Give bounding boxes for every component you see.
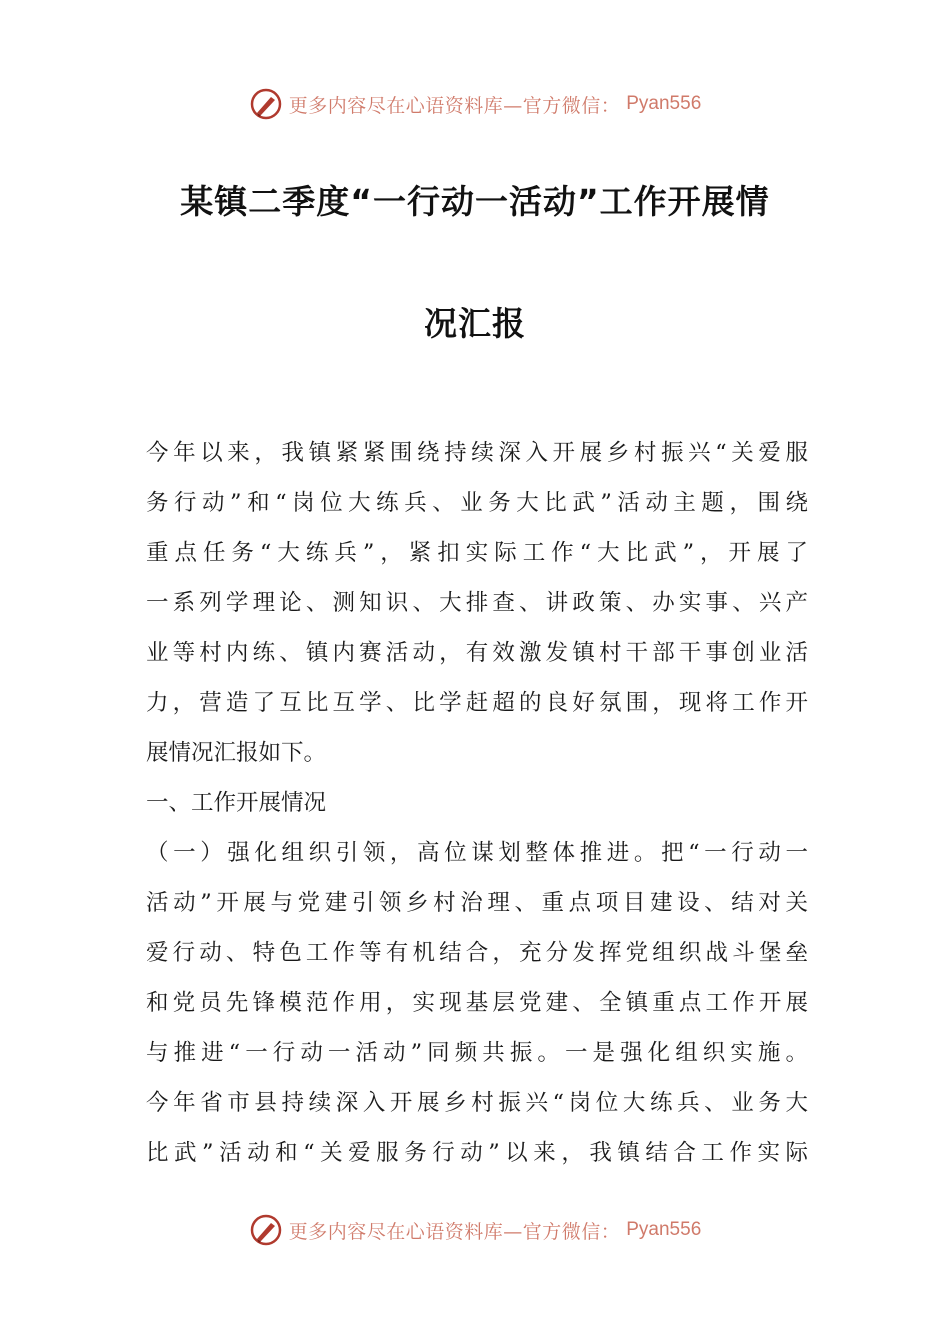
body-line: 活动”开展与党建引领乡村治理、重点项目建设、结对关 bbox=[146, 890, 808, 916]
body-line: 展情况汇报如下。 bbox=[146, 740, 327, 766]
body-line: 和党员先锋模范作用，实现基层党建、全镇重点工作开展 bbox=[146, 990, 808, 1016]
watermark-bottom bbox=[0, 1210, 950, 1250]
pen-logo-icon bbox=[249, 1213, 283, 1247]
body-line: 力，营造了互比互学、比学赶超的良好氛围，现将工作开 bbox=[146, 690, 808, 716]
document-body bbox=[146, 428, 808, 1178]
document-title-line-1: 某镇二季度“一行动一活动”工作开展情 bbox=[180, 182, 770, 221]
body-line: 业等村内练、镇内赛活动，有效激发镇村干部干事创业活 bbox=[146, 640, 808, 666]
document-title-line-2: 况汇报 bbox=[424, 304, 526, 343]
body-line: （一）强化组织引领，高位谋划整体推进。把“一行动一 bbox=[146, 840, 808, 866]
body-line: 比武”活动和“关爱服务行动”以来，我镇结合工作实际 bbox=[146, 1140, 808, 1166]
watermark-text: 更多内容尽在心语资料库—官方微信： bbox=[288, 1220, 621, 1243]
pen-logo-icon bbox=[249, 87, 283, 121]
watermark-wechat-id: Pyan556 bbox=[626, 1219, 702, 1240]
body-line: 今年省市县持续深入开展乡村振兴“岗位大练兵、业务大 bbox=[146, 1090, 808, 1116]
watermark-text: 更多内容尽在心语资料库—官方微信： bbox=[288, 94, 621, 117]
section-heading: 一、工作开展情况 bbox=[146, 790, 327, 816]
body-line: 今年以来，我镇紧紧围绕持续深入开展乡村振兴“关爱服 bbox=[146, 440, 808, 466]
watermark-wechat-id: Pyan556 bbox=[626, 93, 702, 114]
body-line: 一系列学理论、测知识、大排查、讲政策、办实事、兴产 bbox=[146, 590, 808, 616]
watermark-top bbox=[0, 84, 950, 124]
body-line: 务行动”和“岗位大练兵、业务大比武”活动主题，围绕 bbox=[146, 490, 808, 516]
body-line: 爱行动、特色工作等有机结合，充分发挥党组织战斗堡垒 bbox=[146, 940, 808, 966]
body-line: 重点任务“大练兵”，紧扣实际工作“大比武”，开展了 bbox=[146, 540, 808, 566]
body-line: 与推进“一行动一活动”同频共振。一是强化组织实施。 bbox=[146, 1040, 808, 1066]
